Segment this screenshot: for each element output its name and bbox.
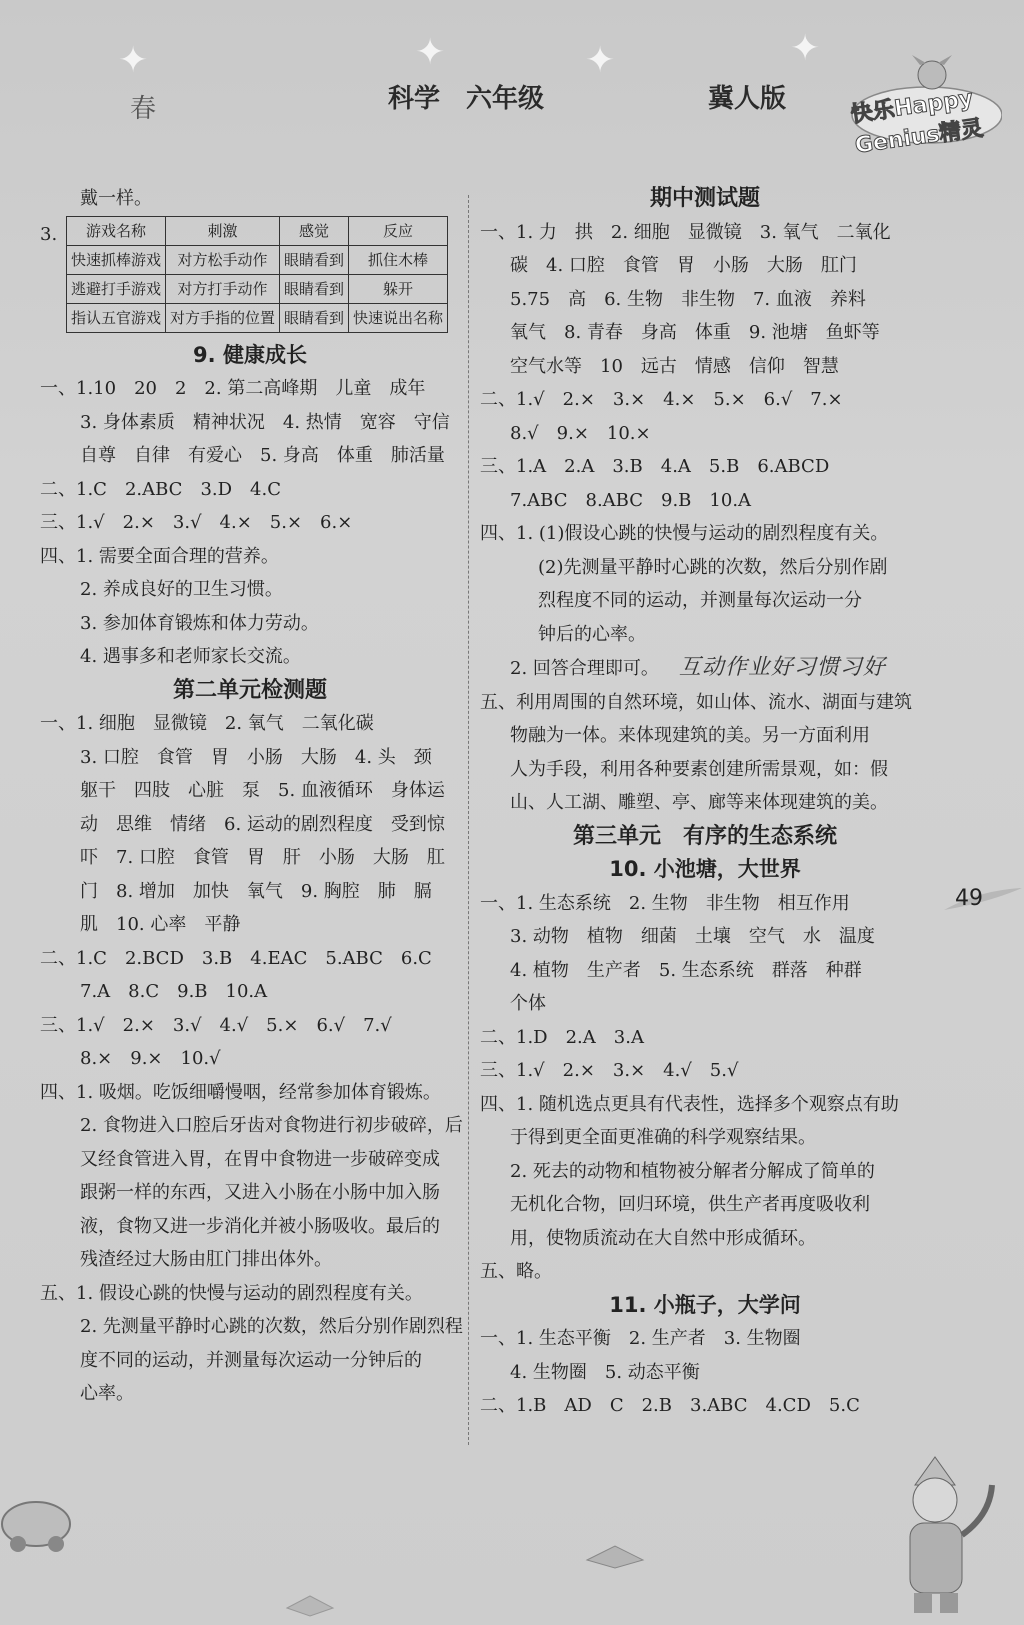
text-line: 2. 食物进入口腔后牙齿对食物进行初步破碎，后 (80, 1115, 463, 1136)
text-line: 动 思维 情绪 6. 运动的剧烈程度 受到惊 (80, 813, 445, 835)
handwritten-note: 互动作业好习惯习好 (678, 655, 886, 680)
text-line: 2. 养成良好的卫生习惯。 (80, 579, 283, 600)
text-line: 肌 10. 心率 平静 (80, 914, 241, 935)
text-line: 7.A 8.C 9.B 10.A (80, 981, 268, 1002)
text-line: 自尊 自律 有爱心 5. 身高 体重 肺活量 (80, 445, 445, 466)
game-table (66, 216, 448, 333)
edition-label: 冀人版 (708, 84, 787, 114)
table-row (67, 274, 448, 303)
text-line: 3. 参加体育锻炼和体力劳动。 (80, 612, 319, 634)
text-line: 用，使物质流动在大自然中形成循环。 (510, 1227, 816, 1249)
text-line: 二、1.C 2.BCD 3.B 4.EAC 5.ABC 6.C (40, 947, 432, 969)
text-line: 8.× 9.× 10.√ (80, 1048, 221, 1069)
logo-text: 快乐Happy Genius精灵 (849, 86, 985, 159)
text-line: 2. 死去的动物和植物被分解者分解成了简单的 (510, 1160, 875, 1182)
text-line: 门 8. 增加 加快 氧气 9. 胸腔 肺 膈 (80, 880, 432, 902)
text-line: 空气水等 10 远古 情感 信仰 智慧 (510, 355, 839, 377)
text-line: 三、1.√ 2.× 3.√ 4.× 5.× 6.× (40, 512, 353, 533)
text-line: 跟粥一样的东西，又进入小肠在小肠中加入肠 (80, 1182, 440, 1203)
text-line: 7.ABC 8.ABC 9.B 10.A (510, 489, 752, 511)
text-line: 2. 回答合理即可。 (510, 658, 659, 679)
text-line (480, 651, 930, 686)
text-line: 一、1. 细胞 显微镜 2. 氧气 二氧化碳 (40, 713, 374, 734)
text-line: 3. 动物 植物 细菌 土壤 空气 水 温度 (510, 926, 875, 947)
text-line: 二、1.B AD C 2.B 3.ABC 4.CD 5.C (480, 1395, 860, 1416)
star-icon: ✦ (118, 40, 149, 81)
table-cell: 眼睛看到 (280, 245, 349, 274)
grade-label: 六年级 (466, 84, 545, 114)
text-line: 二、1.C 2.ABC 3.D 4.C (40, 478, 282, 500)
table-cell: 逃避打手游戏 (67, 274, 166, 303)
text-line: 一、1. 力 拱 2. 细胞 显微镜 3. 氧气 二氧化 (480, 221, 891, 243)
table-row (67, 303, 448, 332)
text-line: 于得到更全面更准确的科学观察结果。 (510, 1127, 816, 1148)
text-line: 液，食物又进一步消化并被小肠吸收。最后的 (80, 1215, 440, 1237)
text-line: 四、1. 吸烟。吃饭细嚼慢咽，经常参加体育锻炼。 (40, 1081, 441, 1103)
column-divider (468, 195, 469, 1445)
text-line: 四、1. 需要全面合理的营养。 (40, 545, 279, 567)
text-line: 心率。 (80, 1383, 134, 1404)
text-line: 五、略。 (480, 1261, 552, 1282)
book-icon (285, 1592, 335, 1618)
text-line: (2)先测量平静时心跳的次数，然后分别作剧 (538, 556, 888, 578)
left-column (40, 182, 463, 1411)
text-line: 又经食管进入胃，在胃中食物进一步破碎变成 (80, 1148, 440, 1170)
text-line: 一、1. 生态平衡 2. 生产者 3. 生物圈 (480, 1328, 801, 1349)
season-label: 春 (130, 94, 157, 124)
text-line: 吓 7. 口腔 食管 胃 肝 小肠 大肠 肛 (80, 847, 445, 868)
text-line: 4. 植物 生产者 5. 生态系统 群落 种群 (510, 959, 862, 981)
car-cartoon-icon (0, 1478, 80, 1558)
text-line: 戴一样。 (80, 188, 152, 209)
star-icon: ✦ (585, 40, 616, 81)
table-cell: 眼睛看到 (280, 274, 349, 303)
text-line: 烈程度不同的运动，并测量每次运动一分 (538, 590, 862, 611)
unit-title: 第三单元 有序的生态系统 (572, 823, 837, 849)
text-line: 氧气 8. 青春 身高 体重 9. 池塘 鱼虾等 (510, 322, 880, 343)
text-line: 三、1.√ 2.× 3.√ 4.√ 5.× 6.√ 7.√ (40, 1014, 392, 1036)
text-line: 8.√ 9.× 10.× (510, 422, 651, 444)
text-line: 2. 先测量平静时心跳的次数，然后分别作剧烈程 (80, 1316, 463, 1337)
text-line: 4. 遇事多和老师家长交流。 (80, 646, 301, 667)
text-line: 个体 (510, 993, 546, 1014)
subject-label: 科学 (388, 84, 441, 114)
table-cell: 抓住木棒 (349, 245, 448, 274)
table-cell: 对方松手动作 (166, 245, 280, 274)
table-row (67, 245, 448, 274)
midterm-title: 期中测试题 (649, 186, 760, 211)
text-line: 度不同的运动，并测量每次运动一分钟后的 (80, 1349, 422, 1371)
text-line: 碳 4. 口腔 食管 胃 小肠 大肠 肛门 (510, 255, 857, 276)
table-cell: 快速说出名称 (349, 303, 448, 332)
text-line: 3. 身体素质 精神状况 4. 热情 宽容 守信 (80, 411, 450, 433)
text-line: 三、1.√ 2.× 3.× 4.√ 5.√ (480, 1060, 739, 1081)
text-line: 躯干 四肢 心脏 泵 5. 血液循环 身体运 (80, 780, 445, 801)
table-header-cell: 感觉 (280, 216, 349, 245)
text-line: 4. 生物圈 5. 动态平衡 (510, 1361, 700, 1383)
unit-test-title: 第二单元检测题 (172, 677, 327, 703)
table-cell: 对方手指的位置 (166, 303, 280, 332)
text-line: 无机化合物，回归环境，供生产者再度吸收利 (510, 1194, 870, 1215)
table-header-row (67, 216, 448, 245)
star-icon: ✦ (415, 32, 446, 73)
text-line: 人为手段，利用各种要素创建所需景观，如：假 (510, 758, 888, 780)
game-table-block (40, 216, 460, 333)
text-line: 山、人工湖、雕塑、亭、廊等来体现建筑的美。 (510, 792, 888, 813)
right-column (480, 182, 930, 1423)
text-line: 5.75 高 6. 生物 非生物 7. 血液 养料 (510, 288, 866, 310)
section-title: 10. 小池塘，大世界 (609, 857, 801, 881)
text-line: 四、1. 随机选点更具有代表性，选择多个观察点有助 (480, 1093, 899, 1115)
text-line: 残渣经过大肠由肛门排出体外。 (80, 1249, 332, 1270)
question-number: 3. (40, 223, 58, 245)
table-header-cell: 反应 (349, 216, 448, 245)
table-cell: 对方打手动作 (166, 274, 280, 303)
star-icon: ✦ (790, 28, 821, 69)
table-cell: 躲开 (349, 274, 448, 303)
page-number: 49 (955, 886, 983, 911)
table-header-cell: 刺激 (166, 216, 280, 245)
table-header-cell: 游戏名称 (67, 216, 166, 245)
dwarf-cartoon-icon (880, 1455, 1000, 1620)
table-cell: 指认五官游戏 (67, 303, 166, 332)
text-line: 物融为一体。来体现建筑的美。另一方面利用 (510, 725, 870, 746)
text-line: 钟后的心率。 (538, 623, 646, 645)
section-title: 9. 健康成长 (193, 342, 307, 367)
text-line: 四、1. (1)假设心跳的快慢与运动的剧烈程度有关。 (480, 523, 889, 544)
text-line: 五、利用周围的自然环境，如山体、流水、湖面与建筑 (480, 691, 912, 713)
text-line: 三、1.A 2.A 3.B 4.A 5.B 6.ABCD (480, 456, 830, 477)
book-icon (585, 1540, 645, 1570)
text-line: 二、1.D 2.A 3.A (480, 1026, 644, 1048)
section-title: 11. 小瓶子，大学问 (609, 1292, 801, 1317)
text-line: 3. 口腔 食管 胃 小肠 大肠 4. 头 颈 (80, 746, 432, 768)
table-cell: 眼睛看到 (280, 303, 349, 332)
table-cell: 快速抓棒游戏 (67, 245, 166, 274)
text-line: 一、1.10 20 2 2. 第二高峰期 儿童 成年 (40, 378, 426, 399)
text-line: 五、1. 假设心跳的快慢与运动的剧烈程度有关。 (40, 1282, 423, 1304)
text-line: 一、1. 生态系统 2. 生物 非生物 相互作用 (480, 892, 850, 914)
text-line: 二、1.√ 2.× 3.× 4.× 5.× 6.√ 7.× (480, 389, 843, 410)
